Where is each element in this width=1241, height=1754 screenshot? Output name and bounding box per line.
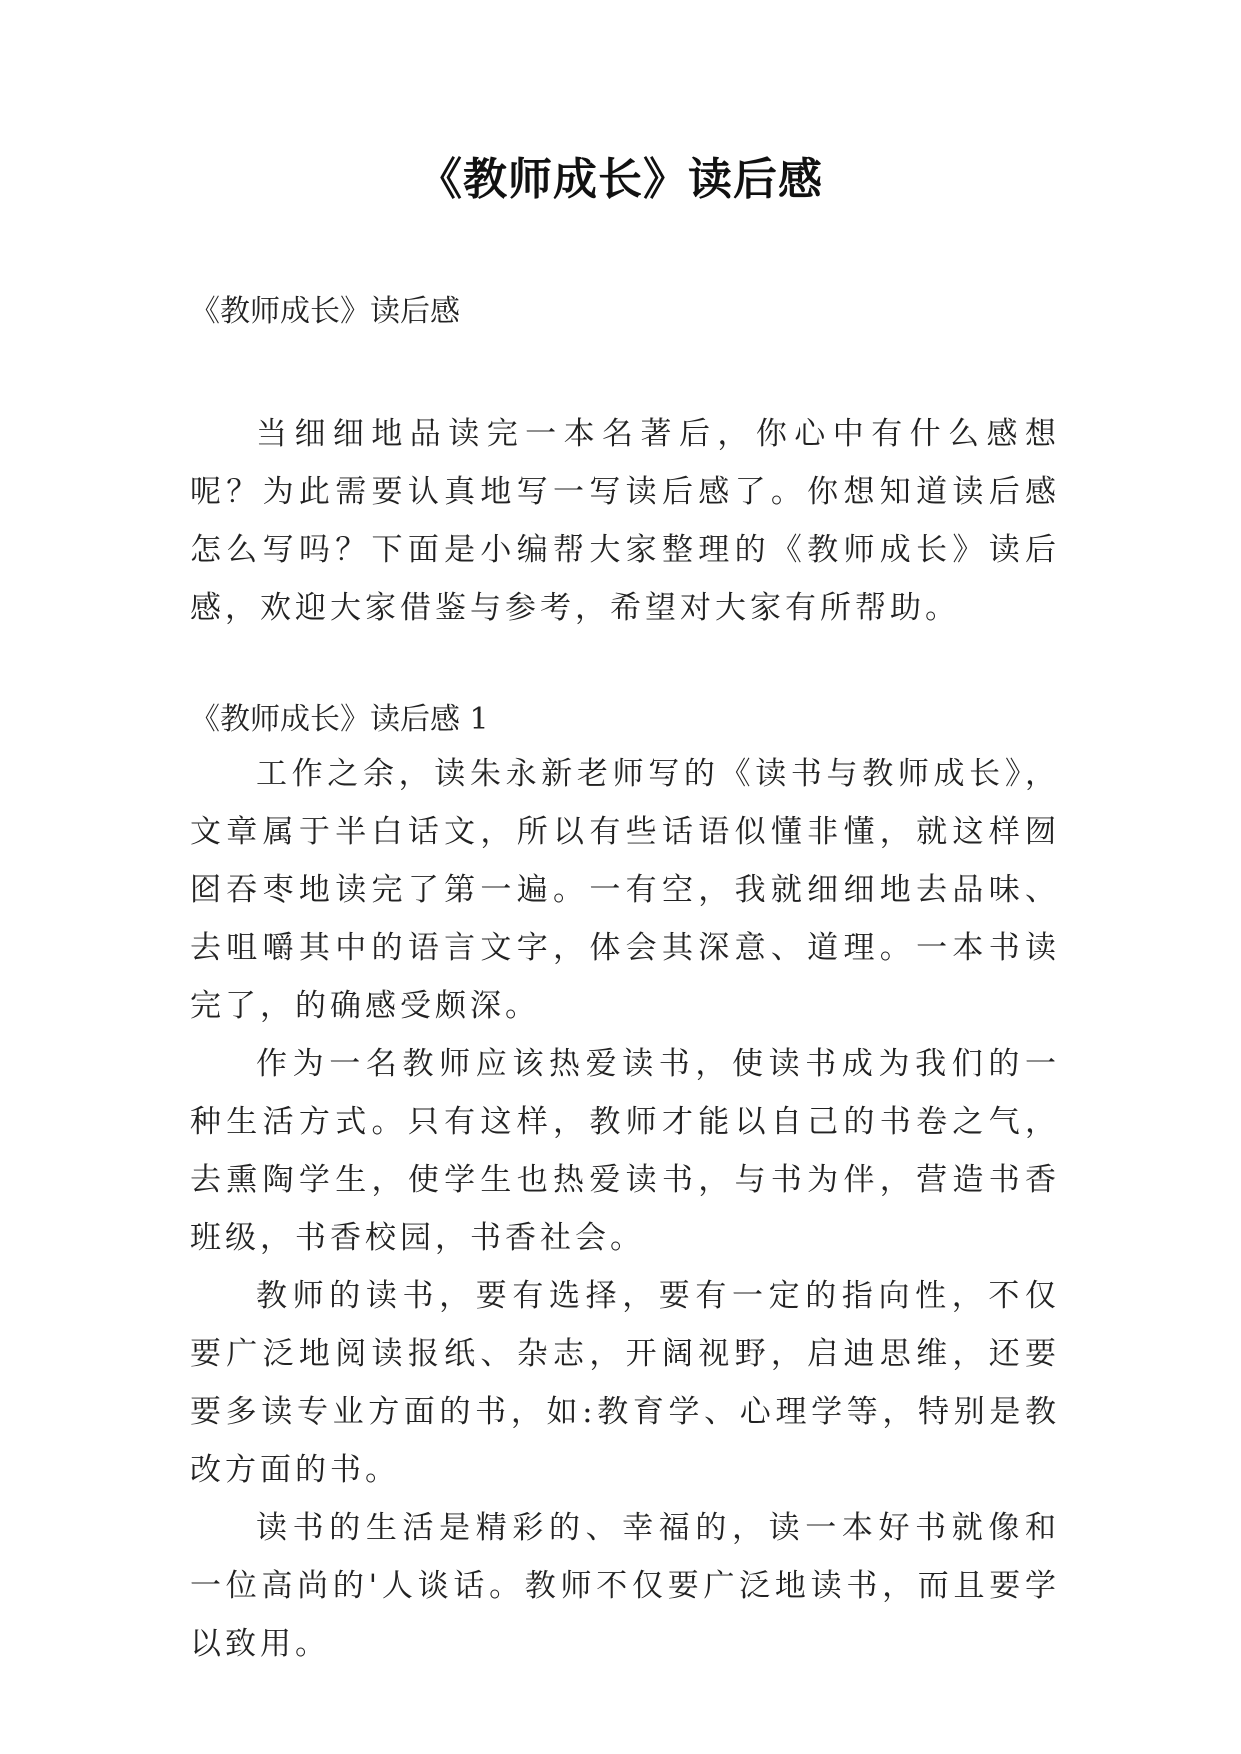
- essay-paragraph-1: 工作之余，读朱永新老师写的《读书与教师成长》，文章属于半白话文，所以有些话语似懂非懂，就这样囫囵吞枣地读完了第一遍。一有空，我就细细地去品味、去咀嚼其中的语言文字，体会其深意、道理。一本书读完了，的确感受颇深。: [190, 756, 1060, 1024]
- essay-paragraph-3: 教师的读书，要有选择，要有一定的指向性，不仅要广泛地阅读报纸、杂志，开阔视野，启迪思维，还要要多读专业方面的书，如:教育学、心理学等，特别是教改方面的书。: [190, 1278, 1060, 1488]
- document-subtitle: 《教师成长》读后感: [190, 294, 460, 329]
- essay-paragraph-2: 作为一名教师应该热爱读书，使读书成为我们的一种生活方式。只有这样，教师才能以自己的书卷之气，去熏陶学生，使学生也热爱读书，与书为伴，营造书香班级，书香校园，书香社会。: [190, 1046, 1060, 1256]
- essay-body: [190, 745, 1060, 1673]
- document-title: 《教师成长》读后感: [418, 154, 823, 205]
- intro-section: [190, 405, 1060, 637]
- essay-paragraph-4: 读书的生活是精彩的、幸福的，读一本好书就像和一位高尚的'人谈话。教师不仅要广泛地读书，而且要学以致用。: [190, 1510, 1060, 1662]
- section-heading: 《教师成长》读后感 1: [190, 702, 489, 737]
- intro-paragraph: 当细细地品读完一本名著后，你心中有什么感想呢？为此需要认真地写一写读后感了。你想知道读后感怎么写吗？下面是小编帮大家整理的《教师成长》读后感，欢迎大家借鉴与参考，希望对大家有所帮助。: [190, 416, 1060, 626]
